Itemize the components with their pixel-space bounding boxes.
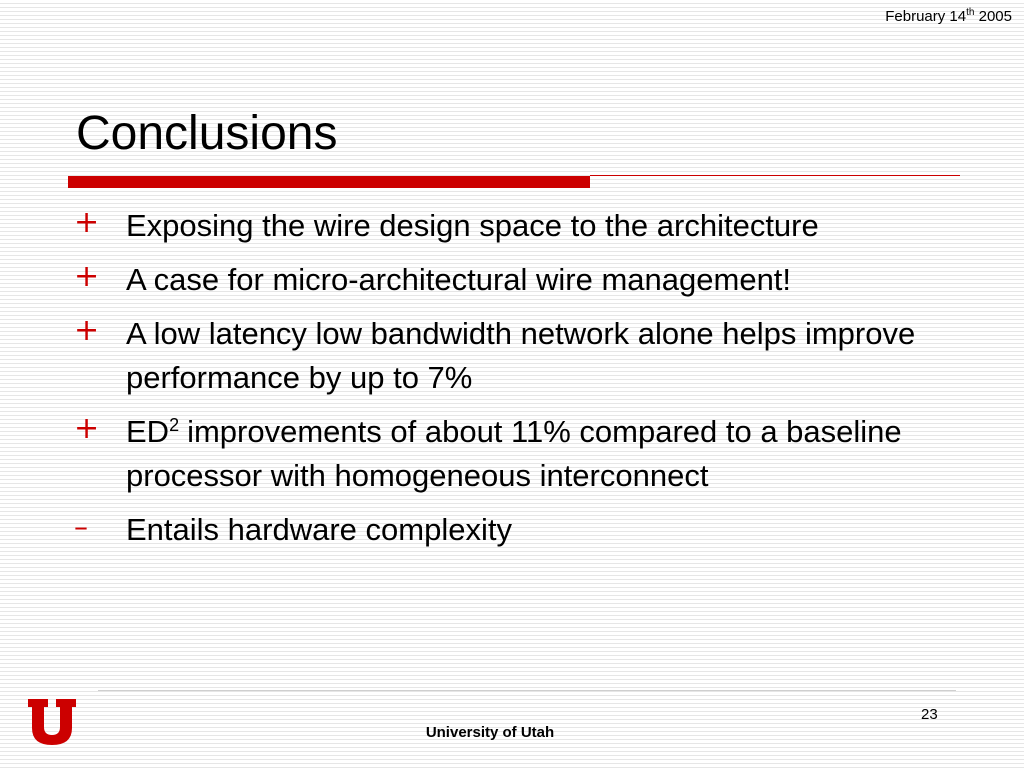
bullet-item [74, 258, 954, 302]
bullet-text: A case for micro-architectural wire management! [126, 262, 792, 297]
title-underline-thin [590, 175, 960, 176]
bullet-item [74, 204, 954, 248]
plus-bullet-icon: + [74, 259, 100, 294]
date-month-day: February 14 [885, 8, 967, 25]
minus-bullet-icon: – [74, 510, 88, 543]
page-number: 23 [921, 706, 938, 723]
bullet-metric [126, 414, 187, 449]
plus-bullet-icon: + [74, 205, 100, 240]
bullet-item [74, 410, 954, 498]
bullet-text: Entails hardware complexity [126, 512, 512, 547]
date-ordinal-suffix: th [966, 7, 975, 18]
title-underline-thick [68, 176, 590, 188]
metric-exponent: 2 [169, 414, 180, 435]
bullet-text: A low latency low bandwidth network alone helps improve performance by up to 7% [126, 316, 916, 395]
footer-institution: University of Utah [425, 724, 555, 741]
date-year: 2005 [974, 8, 1012, 25]
slide-title: Conclusions [76, 107, 338, 160]
bullet-text: Exposing the wire design space to the architecture [126, 208, 819, 243]
plus-bullet-icon: + [74, 411, 100, 446]
bullet-item [74, 312, 954, 400]
plus-bullet-icon: + [74, 313, 100, 348]
bullet-item [74, 508, 954, 552]
metric-name: ED [126, 414, 170, 449]
slide-date [885, 8, 1012, 25]
bullet-text: improvements of about 11% compared to a baseline processor with homogeneous interconnect [126, 414, 902, 493]
bullet-list [74, 204, 954, 562]
footer-divider [98, 690, 956, 691]
